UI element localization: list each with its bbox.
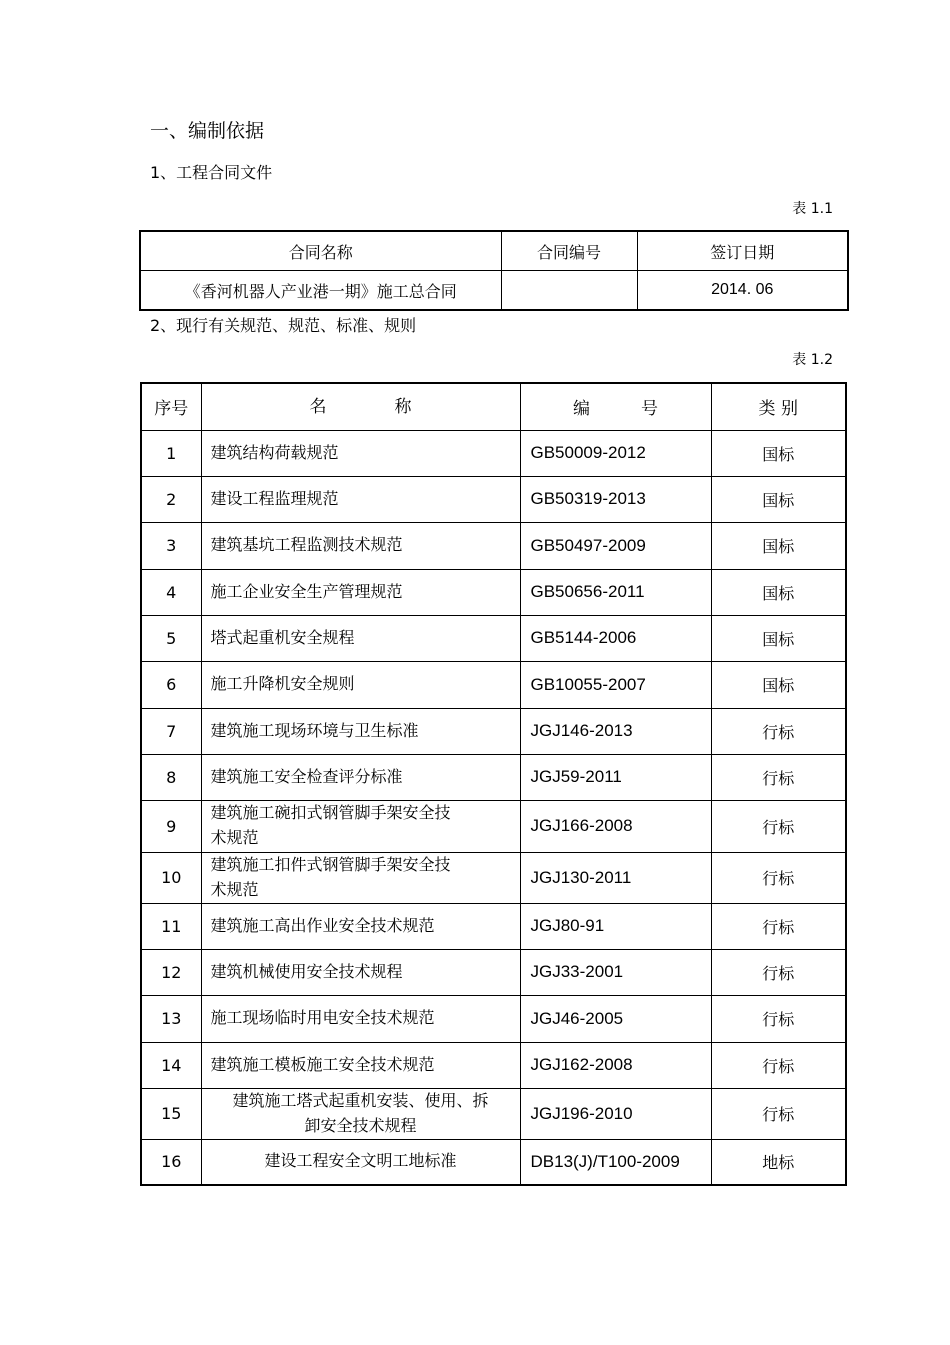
code-cell: GB10055-2007	[520, 661, 711, 708]
name-cell: 建筑施工扣件式钢管脚手架安全技 术规范	[201, 852, 520, 903]
subsection-title-standards: 2、现行有关规范、规范、标准、规则	[150, 316, 417, 335]
seq-cell: 10	[141, 852, 201, 903]
seq-cell: 15	[141, 1088, 201, 1139]
header-category: 类 别	[711, 383, 846, 430]
category-cell: 行标	[711, 1042, 846, 1088]
code-cell: JGJ33-2001	[520, 949, 711, 995]
sign-date-cell: 2014. 06	[637, 271, 848, 311]
standards-table	[140, 382, 847, 1186]
code-cell: JGJ196-2010	[520, 1088, 711, 1139]
code-cell: GB50009-2012	[520, 430, 711, 476]
name-cell: 建筑结构荷载规范	[201, 430, 520, 476]
name-cell: 建筑施工现场环境与卫生标准	[201, 708, 520, 754]
code-cell: JGJ146-2013	[520, 708, 711, 754]
section-heading: 一、编制依据	[150, 120, 265, 142]
table-row	[141, 1042, 846, 1088]
category-cell: 行标	[711, 754, 846, 800]
name-cell: 施工升降机安全规则	[201, 661, 520, 708]
name-cell: 建筑基坑工程监测技术规范	[201, 522, 520, 569]
contract-table	[139, 230, 849, 311]
table-row	[141, 1088, 846, 1139]
seq-cell: 5	[141, 615, 201, 661]
category-cell: 国标	[711, 522, 846, 569]
code-cell: JGJ59-2011	[520, 754, 711, 800]
seq-cell: 14	[141, 1042, 201, 1088]
seq-cell: 1	[141, 430, 201, 476]
name-cell: 建筑施工塔式起重机安装、使用、拆 卸安全技术规程	[201, 1088, 520, 1139]
header-contract-number: 合同编号	[501, 231, 637, 271]
table-row	[140, 271, 848, 311]
category-cell: 行标	[711, 852, 846, 903]
category-cell: 国标	[711, 430, 846, 476]
seq-cell: 8	[141, 754, 201, 800]
table-row	[141, 476, 846, 522]
table-caption-1-2: 表 1.2	[792, 352, 833, 368]
category-cell: 行标	[711, 1088, 846, 1139]
table-row	[141, 754, 846, 800]
seq-cell: 12	[141, 949, 201, 995]
table-row	[141, 852, 846, 903]
category-cell: 行标	[711, 800, 846, 852]
subsection-title-contracts: 1、工程合同文件	[150, 163, 273, 182]
code-cell: JGJ166-2008	[520, 800, 711, 852]
table-row	[141, 430, 846, 476]
seq-cell: 9	[141, 800, 201, 852]
seq-cell: 3	[141, 522, 201, 569]
category-cell: 国标	[711, 476, 846, 522]
table-row	[141, 903, 846, 949]
header-contract-name: 合同名称	[140, 231, 501, 271]
code-cell: GB5144-2006	[520, 615, 711, 661]
code-cell: JGJ162-2008	[520, 1042, 711, 1088]
table-row	[141, 569, 846, 615]
category-cell: 地标	[711, 1139, 846, 1185]
name-cell: 建筑施工模板施工安全技术规范	[201, 1042, 520, 1088]
table-caption-1-1: 表 1.1	[792, 201, 833, 217]
category-cell: 行标	[711, 949, 846, 995]
name-cell: 施工现场临时用电安全技术规范	[201, 995, 520, 1042]
table-row	[141, 800, 846, 852]
code-cell: DB13(J)/T100-2009	[520, 1139, 711, 1185]
table-row	[141, 708, 846, 754]
code-cell: GB50497-2009	[520, 522, 711, 569]
seq-cell: 13	[141, 995, 201, 1042]
seq-cell: 4	[141, 569, 201, 615]
code-cell: JGJ46-2005	[520, 995, 711, 1042]
category-cell: 行标	[711, 903, 846, 949]
table-header-row	[141, 383, 846, 430]
category-cell: 国标	[711, 615, 846, 661]
table-row	[141, 661, 846, 708]
table-row	[141, 615, 846, 661]
category-cell: 国标	[711, 661, 846, 708]
name-cell: 建筑施工碗扣式钢管脚手架安全技 术规范	[201, 800, 520, 852]
header-code: 编 号	[520, 383, 711, 430]
category-cell: 行标	[711, 995, 846, 1042]
code-cell: JGJ80-91	[520, 903, 711, 949]
table-row	[141, 522, 846, 569]
name-cell: 建筑机械使用安全技术规程	[201, 949, 520, 995]
name-cell: 塔式起重机安全规程	[201, 615, 520, 661]
header-name: 名 称	[201, 383, 520, 430]
table-row	[141, 949, 846, 995]
seq-cell: 7	[141, 708, 201, 754]
contract-name-cell: 《香河机器人产业港一期》施工总合同	[140, 271, 501, 311]
code-cell: JGJ130-2011	[520, 852, 711, 903]
name-cell: 建筑施工高出作业安全技术规范	[201, 903, 520, 949]
contract-number-cell	[501, 271, 637, 311]
category-cell: 国标	[711, 569, 846, 615]
seq-cell: 11	[141, 903, 201, 949]
header-seq: 序号	[141, 383, 201, 430]
name-cell: 建设工程监理规范	[201, 476, 520, 522]
table-row	[141, 995, 846, 1042]
table-header-row	[140, 231, 848, 271]
code-cell: GB50319-2013	[520, 476, 711, 522]
name-cell: 施工企业安全生产管理规范	[201, 569, 520, 615]
name-cell: 建筑施工安全检查评分标准	[201, 754, 520, 800]
header-sign-date: 签订日期	[637, 231, 848, 271]
seq-cell: 2	[141, 476, 201, 522]
code-cell: GB50656-2011	[520, 569, 711, 615]
seq-cell: 6	[141, 661, 201, 708]
table-row	[141, 1139, 846, 1185]
name-cell: 建设工程安全文明工地标准	[201, 1139, 520, 1185]
category-cell: 行标	[711, 708, 846, 754]
seq-cell: 16	[141, 1139, 201, 1185]
